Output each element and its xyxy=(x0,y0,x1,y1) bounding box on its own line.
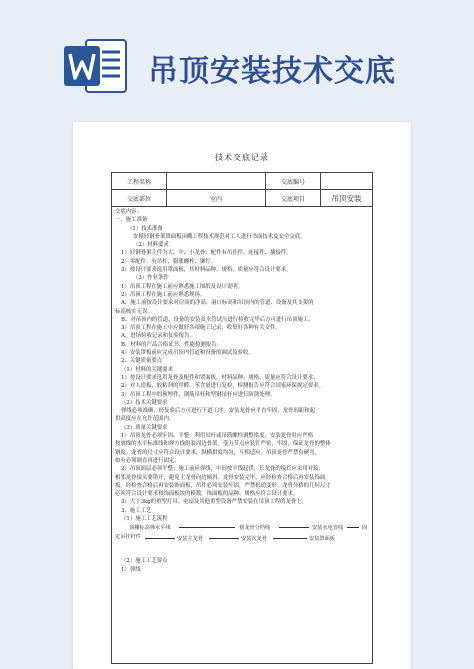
flow-step: 顶棚标高弹水平线 xyxy=(129,525,171,532)
content-line: 3）大于3kg的重型灯具、电扇及其他重型设备严禁安装在吊顶工程的龙骨上。 xyxy=(121,499,308,506)
content-line: （1）技术准备 xyxy=(127,225,163,232)
label-disclosure-part: 交底部位 xyxy=(112,190,167,207)
content-line: 3）按设计要求选用罩面板，其材料品种、规格、质量应符合设计要求。 xyxy=(121,267,292,274)
content-line: B、材料的产品合格证书、性能检测报告。 xyxy=(121,341,222,348)
content-line: 2、关键质量要点 xyxy=(121,358,163,365)
flow-arrow xyxy=(209,538,239,539)
value-disclosure-part: 室内 xyxy=(167,190,266,207)
process-flow-diagram xyxy=(115,523,369,557)
content-line: （2）施工工艺要点 xyxy=(121,558,168,565)
content-line: （1）施工工艺流程 xyxy=(121,515,168,522)
content-line: 标高核实无误。 xyxy=(115,308,153,315)
label-disclosure-number: 交底编号 xyxy=(266,173,321,190)
content-line: 3）吊顶工程中的预埋件、钢筋吊杆和型钢吊杆应进行防锈处理。 xyxy=(121,391,276,398)
value-disclosure-number xyxy=(321,173,373,190)
content-line: 如有必须调直再进行固定。 xyxy=(115,457,180,464)
content-line: 1）吊顶龙骨必须牢固、平整：利用吊杆或吊筋螺栓调整拱度。安装龙骨时应严格 xyxy=(121,433,314,440)
content-line: 1）轻钢骨架主件为大、中、小龙骨；配件有吊挂件、连接件、插接件。 xyxy=(121,250,292,257)
content-line: 3）吊顶工程在施工中应做好各项施工记录，收集好各种有关文件。 xyxy=(121,325,281,332)
content-line: （3）作业条件 xyxy=(133,275,169,282)
value-disclosure-item: 吊顶安装 xyxy=(321,190,373,207)
content-line: 按放线的水平标准线和规方线组装周边骨架。受力节点应装钉严密、牢固，保证龙骨的整体 xyxy=(115,441,331,448)
header-banner xyxy=(0,0,474,122)
flow-arrow xyxy=(145,538,175,539)
content-line: 必须符合设计要求和饰面板块的模数。饰面板的品种、规格应符合设计要求。 xyxy=(115,491,299,498)
flow-step: 定吊挂杆件 xyxy=(115,534,141,541)
content-line: 2）零配件：有吊杆、膨胀螺栓、铆钉。 xyxy=(121,258,217,265)
word-document-icon xyxy=(62,36,132,96)
content-line: 3、施工工艺 xyxy=(121,507,152,514)
disclosure-content xyxy=(111,206,373,664)
flow-arrow xyxy=(279,527,309,528)
content-line: 安摸轻钢骨架罩面板顶棚工程技术规范对工人进行书面技术及安全交底。 xyxy=(133,233,306,240)
info-table xyxy=(111,172,373,207)
flow-step: 安装次龙骨 xyxy=(241,536,267,543)
flow-step: 安装主龙骨 xyxy=(177,536,203,543)
label-project-name: 工程名称 xyxy=(112,173,167,190)
label-disclosure-item: 交底项目 xyxy=(266,190,321,207)
content-line: 板。经检查合格后再安装饰面板，吊件必须安装牢固，严禁松动变形。龙骨分格的几何尺寸 xyxy=(115,482,331,489)
content-line: 2）吊顶面层必须平整：施工前应弹线，中间按平线起拱。长龙骨的接长应采用对接； xyxy=(121,466,324,473)
content-line: 1）吊顶工程在施工前应熟悉施工图纸及设计说明。 xyxy=(121,283,244,290)
content-line: （2）技术关键要求 xyxy=(121,399,168,406)
content-line: 2）吊顶工程在施工前应熟悉现场。 xyxy=(121,291,206,298)
content-line: （1）材料的关键要求 xyxy=(121,366,173,373)
table-row xyxy=(112,190,373,207)
content-line: 1）弹线 xyxy=(121,566,141,573)
document-title: 技术交底记录 xyxy=(215,153,269,162)
content-line: 一、施工准备 xyxy=(115,217,148,224)
content-line: 4）安装罩板前应完成吊顶内管道和设备的调试及验收。 xyxy=(121,350,254,357)
content-line: 1）按设计要求选用龙骨及配件和罩面板，材料品种、规格、质量应符合设计要求。 xyxy=(121,374,319,381)
flow-arrow xyxy=(347,527,359,528)
document-page xyxy=(73,122,411,669)
flow-arrow xyxy=(179,527,235,528)
content-line: 相邻龙骨接头要错开，避免主龙骨向边倾斜。龙骨安装完毕，应经检查合格后再安装饰面 xyxy=(115,474,326,481)
content-line: A、进场验收记录和复验报告。 xyxy=(121,333,195,340)
flow-step: 划龙骨分档线 xyxy=(239,525,271,532)
page-title: 吊顶安装技术交底 xyxy=(148,54,396,89)
flow-step: 安装罩面板 xyxy=(309,536,335,543)
value-project-name xyxy=(167,173,266,190)
content-line: A、施工前按设计要求对房间的净高、洞口标高和吊顶内的管道、设备及其支架的 xyxy=(121,300,314,307)
content-line: 交底内容： xyxy=(115,209,142,215)
content-line: 拱高度应在允许范围内。 xyxy=(115,416,175,423)
content-line: 2）对人造板、胶粘剂的甲醛、苯含量进行复检，检测报告应符合国家环保规定要求。 xyxy=(121,383,324,390)
table-row xyxy=(112,173,373,190)
flow-step: 固 xyxy=(362,525,368,532)
content-line: B、对吊顶内的管道、设备的安装及水管试压进行检收完毕后方可进行吊顶施工。 xyxy=(121,316,314,323)
content-line: （3）质量关键要求 xyxy=(121,424,168,431)
content-line: （2）材料要求 xyxy=(133,242,169,249)
flow-arrow xyxy=(273,538,307,539)
content-line: 钢度。龙骨的尺寸应符合设计要求，纵横拱度均匀，互相适应。吊顶龙骨严禁有硬弯， xyxy=(115,449,320,456)
flow-step: 安装水电管线 xyxy=(312,525,344,532)
content-line: 弹线必须准确，经复验后方可进行下道工序。安装龙骨应平直牢固，龙骨间距和起 xyxy=(121,408,316,415)
